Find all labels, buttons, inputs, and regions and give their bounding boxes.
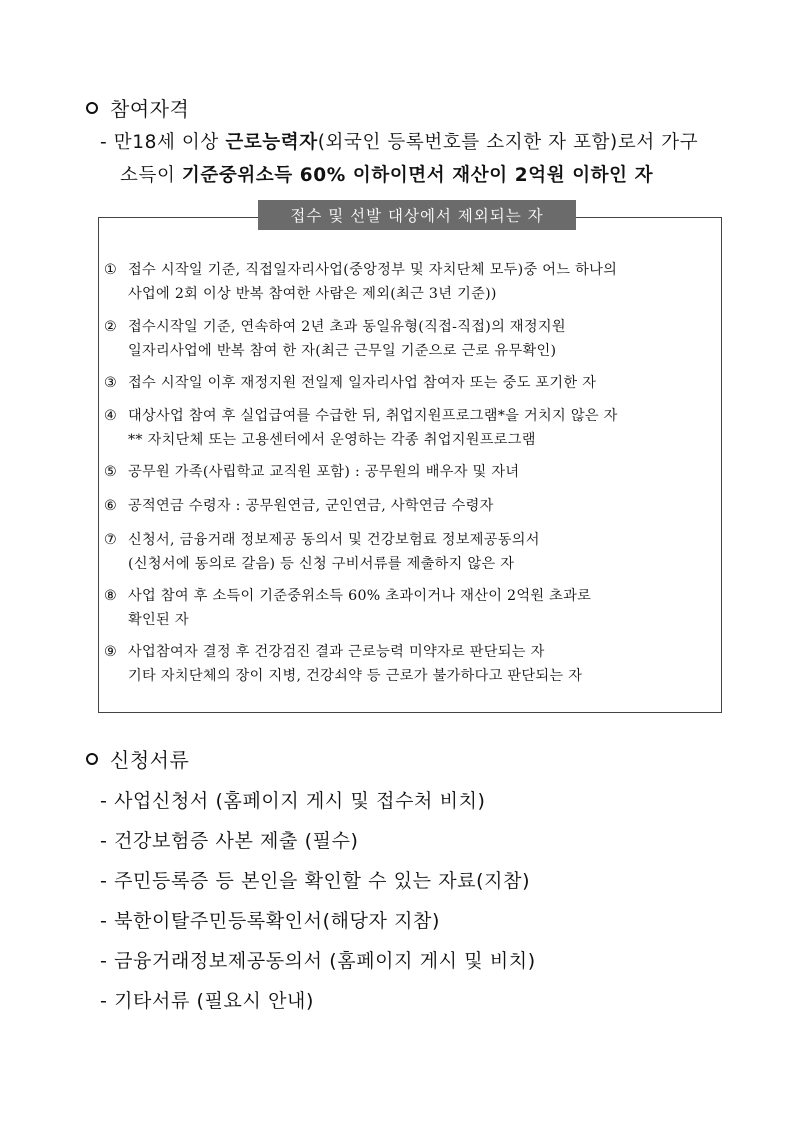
exclusion-text-continued: 일자리사업에 반복 참여 한 자(최근 근무일 기준으로 근로 유무확인) [128,343,557,359]
exclusion-text: 접수시작일 기준, 연속하여 2년 초과 동일유형(직접-직접)의 재정지원 [128,319,566,335]
qualification-line1-bold: 근로능력자 [225,132,318,153]
qualification-heading [86,93,189,122]
qualification-heading-text: 참여자격 [110,97,190,121]
exclusion-text-continued: (신청서에 동의로 갈음) 등 신청 구비서류를 제출하지 않은 자 [128,556,515,572]
exclusion-text: 접수 시작일 이후 재정지원 전일제 일자리사업 참여자 또는 중도 포기한 자 [128,375,597,391]
exclusion-number: ⑧ [104,588,118,604]
documents-heading-text: 신청서류 [110,748,190,772]
exclusion-text: 대상사업 참여 후 실업급여를 수급한 뒤, 취업지원프로그램*을 거치지 않은 자 [128,408,618,424]
exclusion-text: 접수 시작일 기준, 직접일자리사업(중앙정부 및 자치단체 모두)중 어느 하나의 [128,262,618,278]
document-item: - 기타서류 (필요시 안내) [100,990,314,1012]
exclusion-item-8 [104,584,716,632]
document-item: - 북한이탈주민등록확인서(해당자 지참) [100,910,441,932]
exclusion-item-1 [104,258,716,306]
exclusion-text: 사업참여자 결정 후 건강검진 결과 근로능력 미약자로 판단되는 자 [128,644,545,660]
exclusion-text: 사업 참여 후 소득이 기준중위소득 60% 초과이거나 재산이 2억원 초과로 [128,588,592,604]
exclusion-number: ② [104,319,118,335]
document-item: - 금융거래정보제공동의서 (홈페이지 게시 및 비치) [100,950,536,972]
exclusion-number: ⑦ [104,532,118,548]
qualification-line2-prefix: 소득이 [120,165,182,186]
exclusion-text: 공적연금 수령자 : 공무원연금, 군인연금, 사학연금 수령자 [128,498,494,514]
qualification-line-1 [100,128,698,154]
exclusion-number: ① [104,262,118,278]
qualification-line1-suffix: (외국인 등록번호를 소지한 자 포함)로서 가구 [317,132,699,153]
exclusion-item-4 [104,404,716,452]
documents-heading [86,744,189,773]
exclusion-number: ⑨ [104,644,118,660]
exclusion-text: 공무원 가족(사립학교 교직원 포함) : 공무원의 배우자 및 자녀 [128,464,520,480]
exclusion-number: ⑥ [104,498,118,514]
circle-bullet-icon [86,753,98,765]
qualification-line-2 [120,161,653,187]
exclusion-item-7 [104,528,716,576]
exclusion-text-continued: 기타 자치단체의 장이 지병, 건강쇠약 등 근로가 불가하다고 판단되는 자 [128,668,583,684]
exclusion-item-6 [104,494,716,518]
exclusion-number: ⑤ [104,464,118,480]
document-item: - 사업신청서 (홈페이지 게시 및 접수처 비치) [100,790,486,812]
exclusion-item-3 [104,371,716,395]
exclusion-number: ④ [104,408,118,424]
exclusion-footnote: ** 자치단체 또는 고용센터에서 운영하는 각종 취업지원프로그램 [128,432,536,448]
exclusion-item-9 [104,640,716,688]
exclusion-item-2 [104,315,716,363]
qualification-line1-prefix: - 만18세 이상 [100,132,226,153]
circle-bullet-icon [86,102,98,114]
exclusion-text-continued: 확인된 자 [128,612,189,628]
document-item: - 건강보험증 사본 제출 (필수) [100,830,359,852]
exclusion-number: ③ [104,375,118,391]
exclusion-text: 신청서, 금융거래 정보제공 동의서 및 건강보험료 정보제공동의서 [128,532,540,548]
document-item: - 주민등록증 등 본인을 확인할 수 있는 자료(지참) [100,870,531,892]
exclusion-item-5 [104,460,716,484]
exclusion-text-continued: 사업에 2회 이상 반복 참여한 사람은 제외(최근 3년 기준)) [128,286,497,302]
qualification-line2-bold: 기준중위소득 60% 이하이면서 재산이 2억원 이하인 자 [181,165,654,186]
exclusion-box-title: 접수 및 선발 대상에서 제외되는 자 [258,200,576,230]
